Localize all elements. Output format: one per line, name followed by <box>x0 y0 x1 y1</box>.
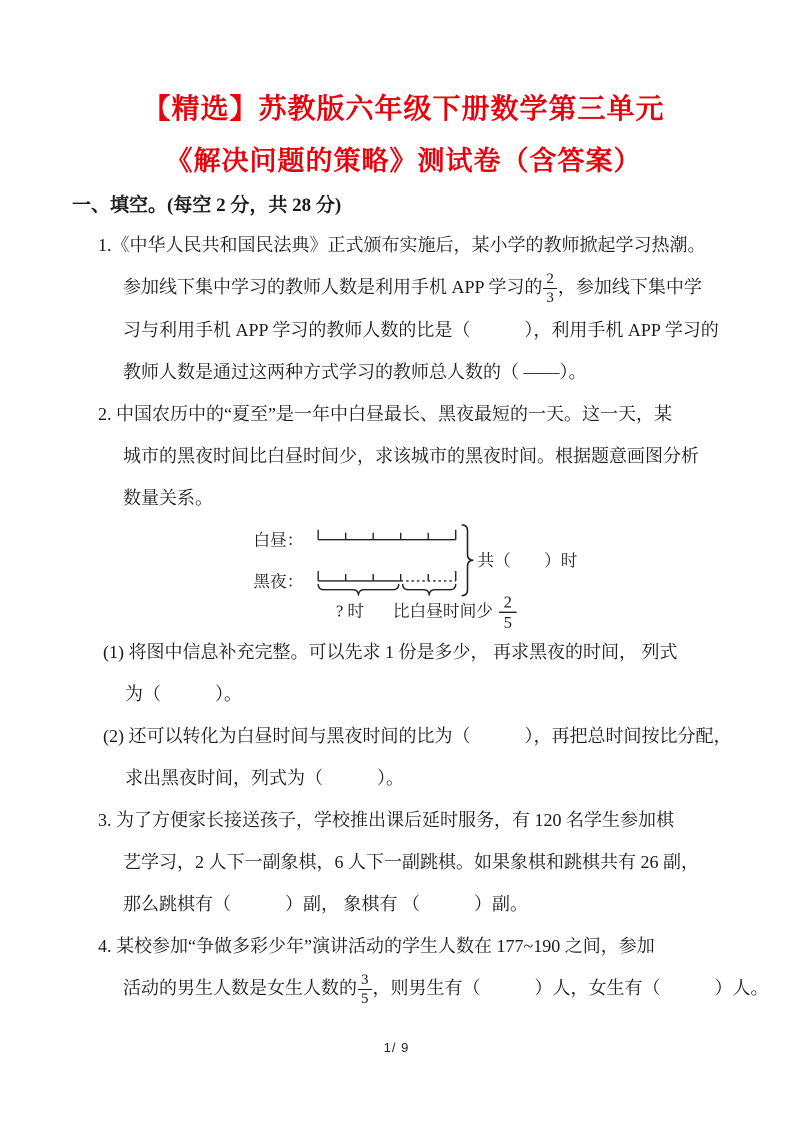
segment-diagram-svg <box>250 519 630 631</box>
document-title-line1: 【精选】苏教版六年级下册数学第三单元 <box>142 94 665 125</box>
q3-line3: 那么跳棋有（ ）副， 象棋有 （ ）副。 <box>123 893 528 914</box>
page-number: 1/ 9 <box>383 1040 410 1055</box>
fraction-three-fifths-denominator: 5 <box>361 990 369 1007</box>
q3-line1: 3. 为了方便家长接送孩子，学校推出课后延时服务，有 120 名学生参加棋 <box>98 809 674 830</box>
night-bar <box>318 571 456 581</box>
q1-line2 <box>72 266 735 309</box>
q4-line1: 4. 某校参加“争做多彩少年”演讲活动的学生人数在 177~190 之间，参加 <box>98 935 655 956</box>
underbrace-dotted-part <box>403 583 456 595</box>
section-heading-fill-in-blanks: 一、填空。(每空 2 分，共 28 分) <box>72 195 342 216</box>
q2-line3: 数量关系。 <box>123 487 213 508</box>
night-bar-label: 黑夜： <box>253 571 304 591</box>
day-bar-label: 白昼： <box>253 530 304 550</box>
fraction-two-thirds-numerator: 2 <box>543 271 557 289</box>
q2-sub1-line2: 为（ ）。 <box>125 683 242 704</box>
underbrace-solid-part <box>318 583 399 595</box>
day-bar <box>318 529 456 539</box>
q3-line2: 艺学习，2 人下一副象棋，6 人下一副跳棋。如果象棋和跳棋共有 26 副， <box>123 851 699 872</box>
question-hours-label: ? 时 <box>335 600 365 620</box>
fraction-three-fifths <box>358 972 372 1007</box>
q2-line2: 城市的黑夜时间比白昼时间少，求该城市的黑夜时间。根据题意画图分析 <box>123 445 699 466</box>
q2-line1: 2. 中国农历中的“夏至”是一年中白昼最长、黑夜最短的一天。这一天，某 <box>98 403 672 424</box>
right-total-brace <box>462 524 474 595</box>
fraction-two-thirds-denominator: 3 <box>546 290 554 307</box>
fraction-two-fifths-denominator: 5 <box>503 612 512 631</box>
q2-sub1-line1: (1) 将图中信息补充完整。可以先求 1 份是多少， 再求黑夜的时间， 列式 <box>103 641 678 662</box>
q1-line4: 教师人数是通过这两种方式学习的教师总人数的（ ——）。 <box>123 361 587 382</box>
total-time-label: 共（ ）时 <box>477 550 578 570</box>
fraction-two-fifths-numerator: 2 <box>503 591 512 611</box>
q1-line2-text-post: ，参加线下集中学 <box>557 277 702 297</box>
q1-line2-text-pre: 参加线下集中学习的教师人数是利用手机 APP 学习的 <box>123 277 543 297</box>
q4-line2-text-pre: 活动的男生人数是女生人数的 <box>123 977 357 998</box>
fraction-two-thirds <box>543 271 557 306</box>
q1-line1: 1.《中华人民共和国民法典》正式颁布实施后，某小学的教师掀起学习热潮。 <box>98 235 706 255</box>
fraction-three-fifths-numerator: 3 <box>358 972 372 990</box>
q1-line3: 习与利用手机 APP 学习的教师人数的比是（ ），利用手机 APP 学习的 <box>123 319 719 340</box>
q2-line-segment-diagram <box>250 519 735 631</box>
q4-line2-text-post: ，则男生有（ ）人，女生有（ ）人。 <box>372 977 769 998</box>
document-title-line2: 《解决问题的策略》测试卷（含答案） <box>165 146 642 176</box>
q4-line2 <box>72 967 769 1010</box>
fraction-two-fifths <box>499 592 517 631</box>
less-than-day-label: 比白昼时间少 <box>392 600 493 620</box>
q2-sub2-line2: 求出黑夜时间，列式为（ ）。 <box>125 767 404 788</box>
q2-sub2-line1: (2) 还可以转化为白昼时间与黑夜时间的比为（ ），再把总时间按比分配， <box>103 725 732 746</box>
